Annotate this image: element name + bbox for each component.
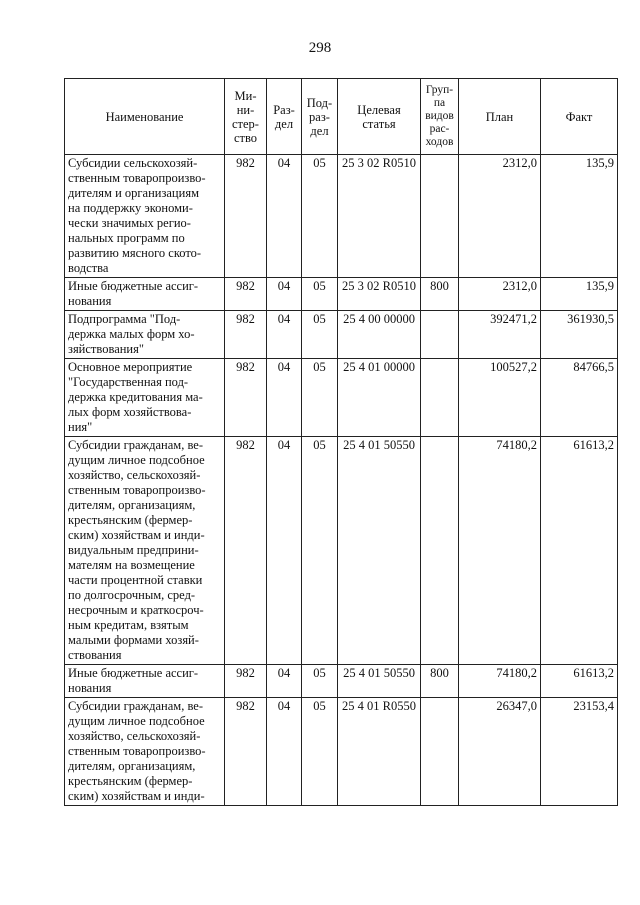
table-row	[65, 155, 618, 278]
row-fact: 361930,5	[541, 311, 618, 359]
row-ministry: 982	[225, 437, 267, 665]
table-row	[65, 311, 618, 359]
row-plan: 100527,2	[459, 359, 541, 437]
header-subsection: Под- раз- дел	[302, 79, 338, 155]
row-plan: 392471,2	[459, 311, 541, 359]
row-section: 04	[267, 359, 302, 437]
row-fact: 135,9	[541, 155, 618, 278]
row-subsection: 05	[302, 665, 338, 698]
row-name: Субсидии гражданам, ве- дущим личное подсобное хозяйство, сельскохозяй- ственным товаропроизво- дителям, организациям, крестьянским (фермер- ским) хозяйствам и инди- видуальным предприни- мателям на возмещение части процентной ставки по долгосрочным, сред- несрочным и краткосроч- ным кредитам, взятым малыми формами хозяй- ствования	[65, 437, 225, 665]
row-expense-group: 800	[421, 278, 459, 311]
row-section: 04	[267, 437, 302, 665]
row-name: Субсидии сельскохозяй- ственным товаропроизво- дителям и организациям на поддержку экономи- чески значимых регио- нальных программ по развитию мясного ското- водства	[65, 155, 225, 278]
header-ministry: Ми- ни- стер- ство	[225, 79, 267, 155]
row-subsection: 05	[302, 359, 338, 437]
row-target: 25 3 02 R0510	[338, 155, 421, 278]
header-target: Целевая статья	[338, 79, 421, 155]
table-row	[65, 698, 618, 806]
row-ministry: 982	[225, 278, 267, 311]
header-name: Наименование	[65, 79, 225, 155]
row-fact: 61613,2	[541, 665, 618, 698]
row-plan: 26347,0	[459, 698, 541, 806]
row-subsection: 05	[302, 698, 338, 806]
header-fact: Факт	[541, 79, 618, 155]
row-target: 25 4 01 50550	[338, 437, 421, 665]
row-plan: 2312,0	[459, 155, 541, 278]
header-plan: План	[459, 79, 541, 155]
row-fact: 23153,4	[541, 698, 618, 806]
row-subsection: 05	[302, 437, 338, 665]
row-subsection: 05	[302, 155, 338, 278]
row-ministry: 982	[225, 311, 267, 359]
row-target: 25 4 00 00000	[338, 311, 421, 359]
row-fact: 61613,2	[541, 437, 618, 665]
row-ministry: 982	[225, 698, 267, 806]
row-section: 04	[267, 278, 302, 311]
budget-table	[64, 78, 618, 806]
row-subsection: 05	[302, 278, 338, 311]
header-expense-group: Груп- па видов рас- ходов	[421, 79, 459, 155]
row-section: 04	[267, 311, 302, 359]
row-expense-group	[421, 155, 459, 278]
row-fact: 84766,5	[541, 359, 618, 437]
table-header-row	[65, 79, 618, 155]
row-ministry: 982	[225, 155, 267, 278]
row-plan: 74180,2	[459, 665, 541, 698]
row-section: 04	[267, 155, 302, 278]
row-expense-group	[421, 437, 459, 665]
table-row	[65, 437, 618, 665]
row-section: 04	[267, 698, 302, 806]
row-name: Подпрограмма "Под- держка малых форм хо- зяйствования"	[65, 311, 225, 359]
row-name: Основное мероприятие "Государственная под- держка кредитования ма- лых форм хозяйствова- ния"	[65, 359, 225, 437]
row-plan: 2312,0	[459, 278, 541, 311]
table-row	[65, 665, 618, 698]
row-expense-group: 800	[421, 665, 459, 698]
row-target: 25 4 01 R0550	[338, 698, 421, 806]
row-target: 25 4 01 00000	[338, 359, 421, 437]
row-target: 25 4 01 50550	[338, 665, 421, 698]
row-expense-group	[421, 359, 459, 437]
header-section: Раз- дел	[267, 79, 302, 155]
table-row	[65, 278, 618, 311]
row-ministry: 982	[225, 359, 267, 437]
row-expense-group	[421, 698, 459, 806]
row-plan: 74180,2	[459, 437, 541, 665]
row-expense-group	[421, 311, 459, 359]
row-name: Иные бюджетные ассиг- нования	[65, 278, 225, 311]
row-name: Иные бюджетные ассиг- нования	[65, 665, 225, 698]
page-number: 298	[308, 40, 332, 56]
row-fact: 135,9	[541, 278, 618, 311]
row-subsection: 05	[302, 311, 338, 359]
row-name: Субсидии гражданам, ве- дущим личное подсобное хозяйство, сельскохозяй- ственным товаропроизво- дителям, организациям, крестьянским (фермер- ским) хозяйствам и инди-	[65, 698, 225, 806]
row-section: 04	[267, 665, 302, 698]
table-row	[65, 359, 618, 437]
row-ministry: 982	[225, 665, 267, 698]
row-target: 25 3 02 R0510	[338, 278, 421, 311]
